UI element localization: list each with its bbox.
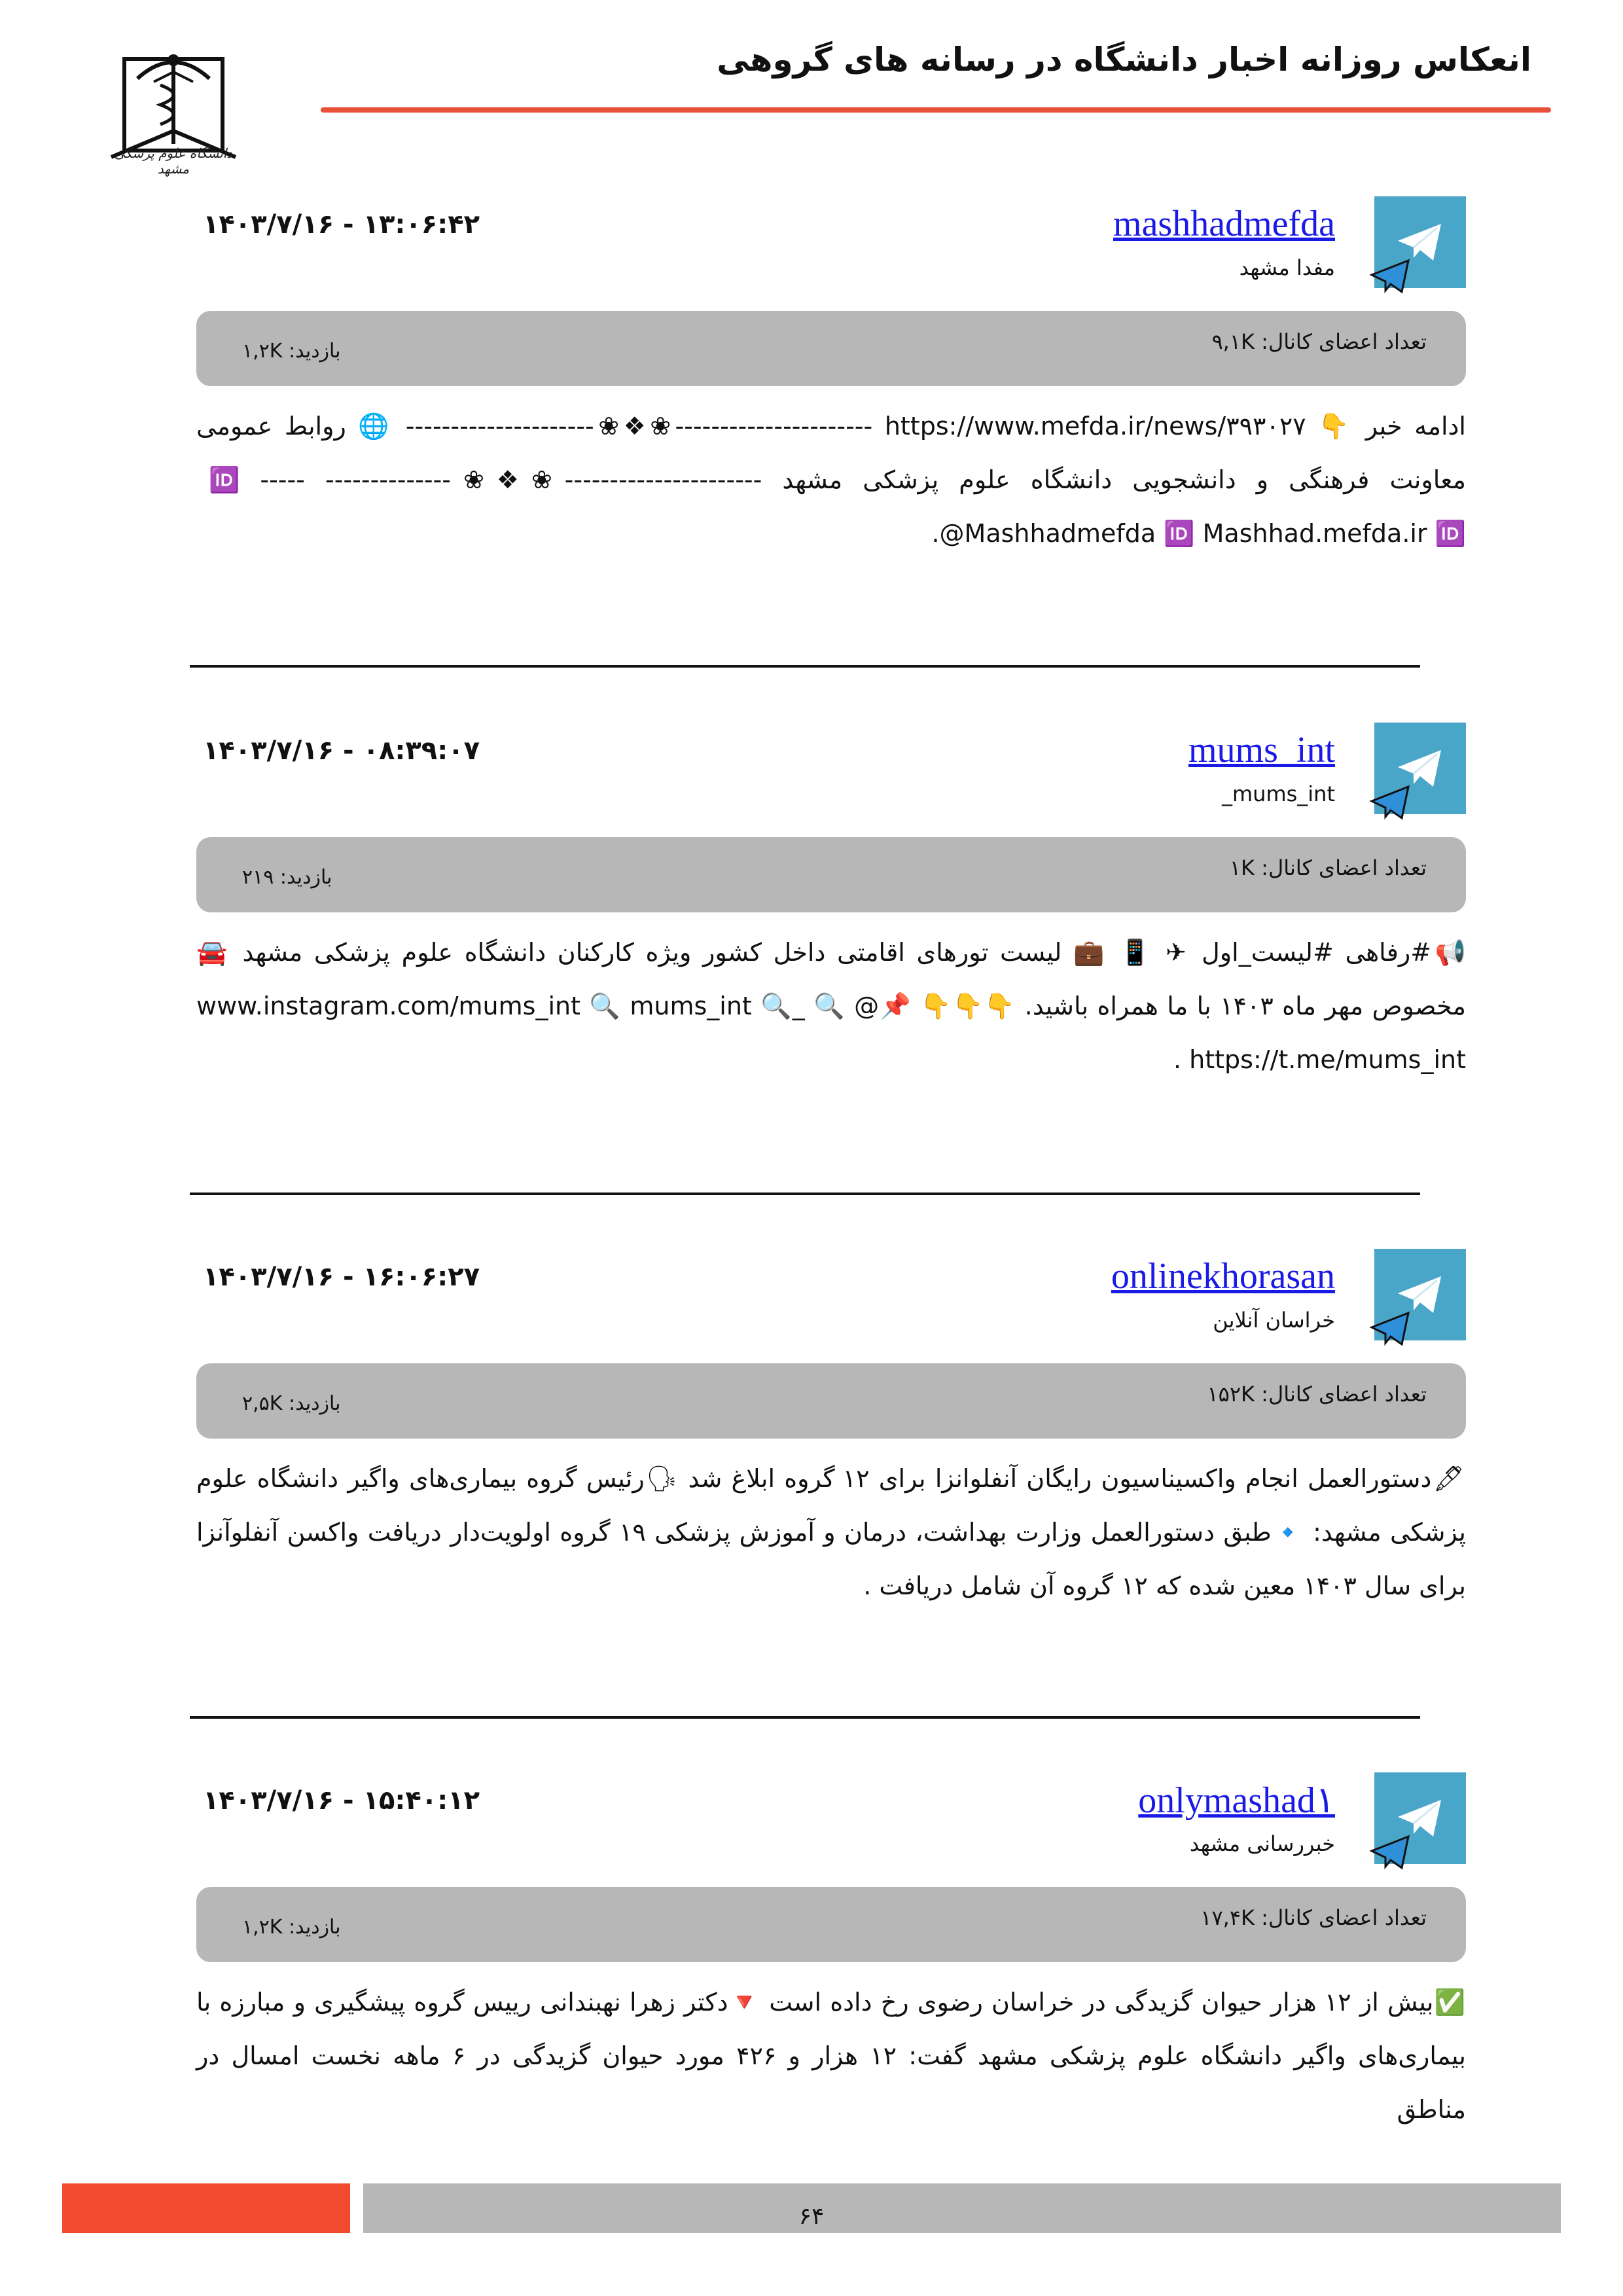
post-views: بازدید: ۲۱۹ bbox=[242, 866, 332, 889]
telegram-icon bbox=[1369, 196, 1466, 295]
post-views: بازدید: ۱,۲K bbox=[242, 1916, 341, 1939]
page-number: ۶۴ bbox=[798, 2203, 825, 2230]
page-header-title: انعکاس روزانه اخبار دانشگاه در رسانه های گروهی bbox=[717, 41, 1531, 79]
telegram-post bbox=[196, 723, 1466, 1115]
post-date: ۱۴۰۳/۷/۱۶ - ۱۶:۰۶:۲۷ bbox=[203, 1262, 480, 1292]
post-body: ✅بیش از ۱۲ هزار حیوان گزیدگی در خراسان رضوی رخ داده است 🔻دکتر زهرا نهبندانی رییس گروه پیشگیری و مبارزه با بیماری‌های واگیر دانشگاه علوم پزشکی مشهد گفت: ۱۲ هزار و ۴۲۶ مورد حیوان گزیدگی در ۶ ماهه نخست امسال در مناطق bbox=[196, 1988, 1467, 2124]
footer-bar bbox=[363, 2183, 1561, 2233]
post-views: بازدید: ۱,۲K bbox=[242, 340, 341, 363]
telegram-post bbox=[196, 1772, 1466, 2139]
footer-accent-bar bbox=[62, 2183, 350, 2233]
telegram-post bbox=[196, 196, 1466, 563]
channel-title: mums_int_ bbox=[1221, 781, 1335, 806]
post-body: 🖋دستورالعمل انجام واکسیناسیون رایگان آنفلوانزا برای ۱۲ گروه ابلاغ شد 🗣رئیس گروه بیماری‌های واگیر دانشگاه علوم پزشکی مشهد: 🔹طبق دستورالعمل وزارت بهداشت، درمان و آموزش پزشکی ۱۹ گروه اولویت‌دار دریافت واکسن آنفلوآنزا برای سال ۱۴۰۳ معین شده که ۱۲ گروه آن شامل دریافت . bbox=[196, 1464, 1467, 1600]
channel-link[interactable]: onlymashad۱ bbox=[1138, 1780, 1335, 1821]
post-views: بازدید: ۲,۵K bbox=[242, 1392, 341, 1415]
channel-members: تعداد اعضای کانال: ۱۷,۴K bbox=[1200, 1905, 1427, 1930]
post-divider bbox=[190, 1193, 1420, 1195]
channel-link[interactable]: onlinekhorasan bbox=[1111, 1256, 1335, 1297]
channel-title: خبررسانی مشهد bbox=[1189, 1831, 1335, 1856]
stats-bar bbox=[196, 1363, 1466, 1439]
channel-link[interactable]: mashhadmefda bbox=[1113, 204, 1335, 244]
channel-members: تعداد اعضای کانال: ۹,۱K bbox=[1211, 329, 1427, 354]
channel-title: مفدا مشهد bbox=[1239, 255, 1335, 280]
telegram-icon bbox=[1369, 723, 1466, 821]
logo-caption: دانشگاه علوم پزشکی مشهد bbox=[114, 145, 233, 177]
channel-title: خراسان آنلاین bbox=[1213, 1308, 1335, 1333]
post-date: ۱۴۰۳/۷/۱۶ - ۰۸:۳۹:۰۷ bbox=[203, 736, 480, 766]
post-divider bbox=[190, 1716, 1420, 1719]
post-date: ۱۴۰۳/۷/۱۶ - ۱۳:۰۶:۴۲ bbox=[203, 209, 480, 240]
channel-link[interactable]: mums_int bbox=[1188, 730, 1335, 770]
stats-bar bbox=[196, 837, 1466, 912]
channel-members: تعداد اعضای کانال: ۱۵۲K bbox=[1207, 1382, 1427, 1407]
telegram-icon bbox=[1369, 1772, 1466, 1871]
header-divider bbox=[321, 107, 1551, 113]
post-body: ادامه خبر 👇 https://www.mefda.ir/news/۳۹۳۰۲۷ ----------------------❀❖❀--------------------- 🌐 روابط عمومی معاونت فرهنگی و دانشجویی دانشگاه علوم پزشکی مشهد ----------------------❀❖❀-------------- ----- 🆔 @Mashhadmefda 🆔 Mashhad.mefda.ir 🆔. bbox=[196, 412, 1466, 548]
telegram-icon bbox=[1369, 1249, 1466, 1347]
stats-bar bbox=[196, 311, 1466, 386]
channel-members: تعداد اعضای کانال: ۱K bbox=[1229, 855, 1427, 880]
post-body: 📢#رفاهی #لیست_اول ✈ 📱 💼 لیست تورهای اقامتی داخل کشور ویژه کارکنان دانشگاه علوم پزشکی مشهد 🚘 مخصوص مهر ماه ۱۴۰۳ با ما همراه باشید. 👇👇👇 📌@ 🔍 _www.instagram.com/mums_int 🔍 mums_int 🔍 https://t.me/mums_int . bbox=[196, 938, 1466, 1074]
stats-bar bbox=[196, 1887, 1466, 1962]
post-divider bbox=[190, 665, 1420, 668]
telegram-post bbox=[196, 1249, 1466, 1641]
post-date: ۱۴۰۳/۷/۱۶ - ۱۵:۴۰:۱۲ bbox=[203, 1785, 480, 1816]
